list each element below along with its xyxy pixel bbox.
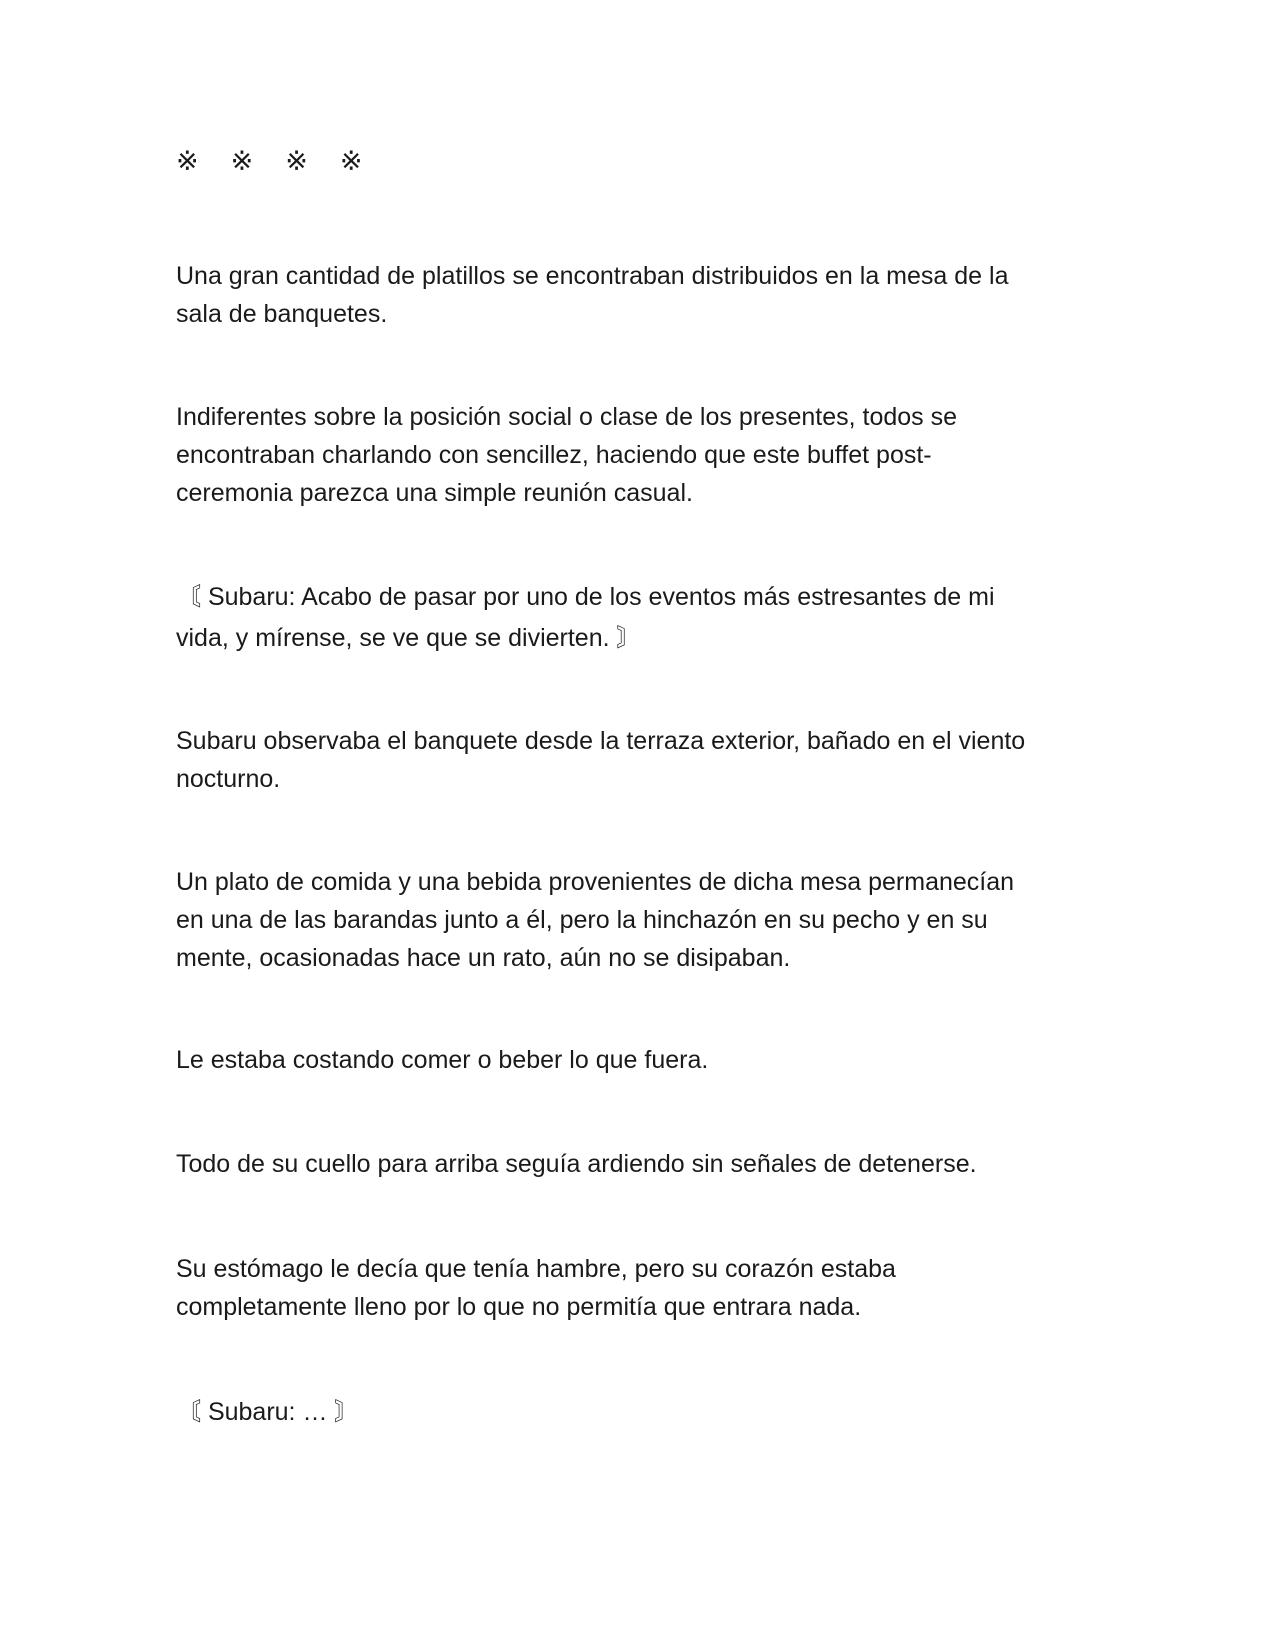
- dialogue-subaru-stressful: 〘 Subaru: Acabo de pasar por uno de los eventos más estresantes de mi vida, y mírense, se ve que se divierten. 〙: [176, 583, 995, 652]
- paragraph-stomach-heart: Su estómago le decía que tenía hambre, pero su corazón estaba completamente lleno por lo que no permitía que entrara nada.: [176, 1255, 896, 1321]
- paragraph-banquet-dishes: Una gran cantidad de platillos se encontraban distribuidos en la mesa de la sala de banquetes.: [176, 262, 1009, 328]
- paragraph-hard-to-eat: Le estaba costando comer o beber lo que fuera.: [176, 1046, 709, 1074]
- paragraph-terrace: Subaru observaba el banquete desde la terraza exterior, bañado en el viento nocturno.: [176, 727, 1026, 793]
- paragraph-neck-burning: Todo de su cuello para arriba seguía ardiendo sin señales de detenerse.: [176, 1150, 977, 1178]
- paragraph-guests-chatting: Indiferentes sobre la posición social o clase de los presentes, todos se encontraban charlando con sencillez, haciendo que este buffet post- ceremonia parezca una simple reunión casual.: [176, 403, 958, 507]
- scene-break-separator: ※※※※: [176, 146, 395, 177]
- paragraph-plate-and-drink: Un plato de comida y una bebida provenientes de dicha mesa permanecían en una de las barandas junto a él, pero la hinchazón en su pecho y en su mente, ocasionadas hace un rato, aún no se disipaban.: [176, 868, 1015, 972]
- dialogue-subaru-ellipsis: 〘 Subaru: … 〙: [176, 1398, 360, 1426]
